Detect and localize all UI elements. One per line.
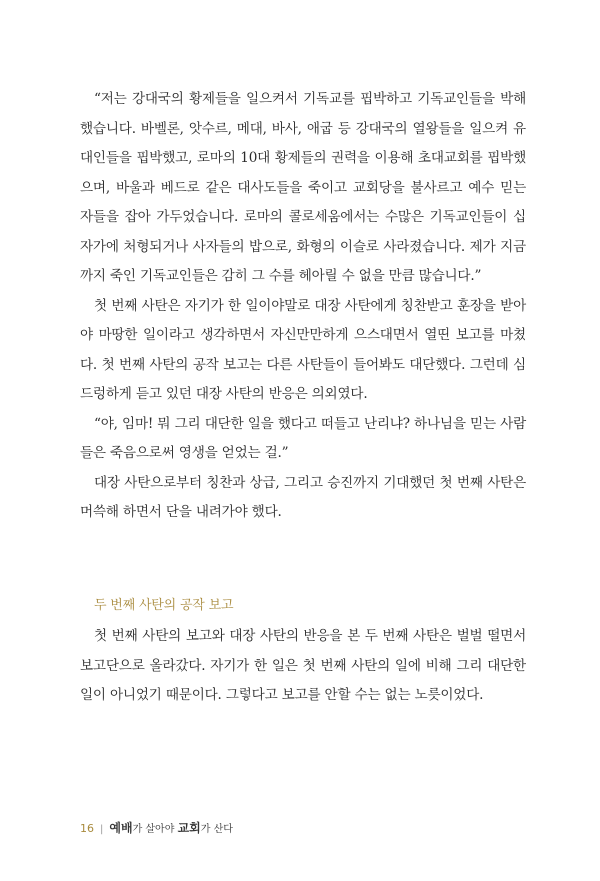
paragraph-second-satan: 첫 번째 사탄의 보고와 대장 사탄의 반응을 본 두 번째 사탄은 벌벌 떨면서 보고단으로 올라갔다. 자기가 한 일은 첫 번째 사탄의 일에 비해 그리 대단한 일이 아니었기 때문이다. 그렇다고 보고를 안할 수는 없는 노릇이었다. bbox=[80, 628, 526, 703]
footer-separator: | bbox=[100, 824, 104, 835]
book-title-part-3: 교회 bbox=[177, 821, 201, 835]
paragraph-chief-satan-reply: “야, 임마! 뭐 그리 대단한 일을 했다고 떠들고 난리냐? 하나님을 믿는 사람들은 죽음으로써 영생을 얻었는 걸.” bbox=[80, 415, 526, 461]
paragraph-satan-speech: “저는 강대국의 황제들을 일으켜서 기독교를 핍박하고 기독교인들을 박해했습니다. 바벨론, 앗수르, 메대, 바사, 애굽 등 강대국의 열왕들을 일으켜 유대인들을 핍박했고, 로마의 10대 황제들의 권력을 이용해 초대교회를 핍박했으며, 바울과 베드로 같은 대사도들을 죽이고 교회당을 불사르고 예수 믿는 자들을 잡아 가두었습니다. 로마의 콜로세움에서는 수많은 기독교인들이 십자가에 처형되거나 사자들의 밥으로, 화형의 이슬로 사라졌습니다. 제가 지금까지 죽인 기독교인들은 감히 그 수를 헤아릴 수 없을 만큼 많습니다.” bbox=[80, 91, 526, 284]
paragraph-first-satan-leaves: 대장 사탄으로부터 칭찬과 상급, 그리고 승진까지 기대했던 첫 번째 사탄은 머쓱해 하면서 단을 내려가야 했다. bbox=[80, 474, 526, 520]
page-number: 16 bbox=[80, 822, 94, 835]
page-footer bbox=[80, 819, 233, 836]
book-title-part-1: 예배 bbox=[109, 821, 133, 835]
body-text-bottom bbox=[80, 622, 526, 711]
book-title-part-4: 가 산다 bbox=[200, 824, 233, 835]
paragraph-first-satan-report: 첫 번째 사탄은 자기가 한 일이야말로 대장 사탄에게 칭찬받고 훈장을 받아야 마땅한 일이라고 생각하면서 자신만만하게 으스대면서 열띤 보고를 마쳤다. 첫 번째 사탄의 공작 보고는 다른 사탄들이 들어봐도 대단했다. 그런데 심드렁하게 듣고 있던 대장 사탄의 반응은 의외였다. bbox=[80, 297, 526, 402]
book-title bbox=[109, 819, 233, 836]
body-text-top bbox=[80, 85, 526, 528]
section-heading: 두 번째 사탄의 공작 보고 bbox=[94, 598, 234, 613]
book-title-part-2: 가 살아야 bbox=[132, 824, 178, 835]
